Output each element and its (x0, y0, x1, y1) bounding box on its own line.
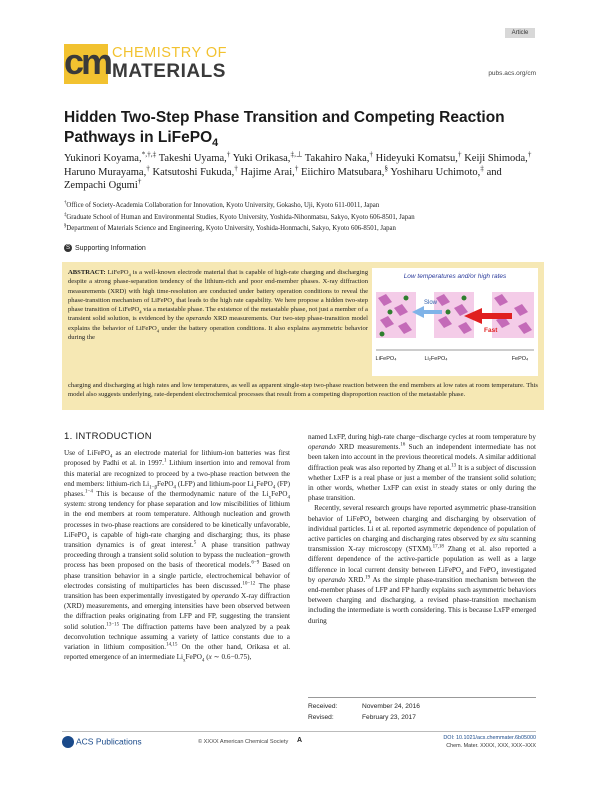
journal-logo-line1: CHEMISTRY OF (112, 45, 228, 61)
article-dates (308, 697, 536, 723)
toc-top-label: Low temperatures and/or high rates (403, 273, 507, 280)
affiliation-3: §Department of Materials Science and Engineering, Kyoto University, Yoshida-Honmachi, Sakyo, Kyoto 606-8501, Japan (64, 223, 396, 232)
acs-badge-icon (62, 736, 74, 748)
acs-publications-logo[interactable] (62, 736, 142, 748)
revised-date-row (308, 712, 536, 723)
doi-block (443, 735, 536, 750)
received-date-row (308, 701, 536, 712)
intro-paragraph-2: named LxFP, during high-rate charge−discharge cycles at room temperature by operando XRD measurements.$^{16}$ Such an independent intermediate has not been taken into account in the previous theoretical models. A similar additional diffraction peak was also reported by Zhang et al.$^{13}$ It is a subject of discussion whether LxFP is a real phase or just a member of the transient solid solution; in other words, whether LxFP can exist in steady states or only during the phase transition. Recently, several research groups have reported asymmetric phase-transition behavior of LiFePO$_4$ between charging and discharging by observation of individual particles. Li et al. reported asymmetric dependence of population of active particles on charging and discharging rates observed by ex situ scanning transmission X-ray microscopy (STXM).$^{17,18}$ Zhang et al. also reported a different dependence of the active-particle population as well as a large difference in local current density between LiFePO$_4$ and FePO$_4$ investigated by operando XRD.$^{19}$ As the simple phase-transition mechanism between the end-member phases of LFP and FP hardly explains such asymmetric behaviors between charging and discharging, a revised phase-transition mechanism including the intermediate is worth considering. This is because LxFP emerged during (308, 433, 537, 625)
toc-graphic-svg (372, 268, 538, 376)
paper-title-subscript: 4 (212, 137, 219, 150)
supporting-info-label: Supporting Information (75, 244, 146, 252)
affiliations (64, 200, 534, 235)
toc-fast-label: Fast (484, 327, 498, 334)
acs-publications-label: ACS Publications (76, 736, 142, 747)
journal-logo-cm: cm (64, 41, 111, 82)
toc-graphic (372, 268, 538, 376)
section-heading-introduction: 1. INTRODUCTION (64, 431, 152, 442)
body-column-left (64, 432, 290, 662)
received-label: Received: (308, 703, 338, 710)
journal-citation: Chem. Mater. XXXX, XXX, XXX−XXX (446, 742, 536, 749)
affiliation-2: ‡Graduate School of Human and Environmental Studies, Kyoto University, Yoshida-Nihonmatsu, Sakyo, Kyoto 606-8501, Japan (64, 212, 415, 221)
toc-xlabel-3: FePO₄ (511, 356, 529, 362)
paper-title (64, 108, 534, 148)
journal-logo-line2: MATERIALS (112, 61, 226, 82)
article-type-tag: Article (505, 28, 535, 38)
body-column-right (308, 432, 536, 626)
copyright-notice: © XXXX American Chemical Society (198, 739, 289, 745)
abstract-text-part2: charging and discharging at high rates and low temperatures, as well as apparent single-step two-phase reaction between the end members at low rates at room temperature. This model also suggests underlying, rate-dependent electrochemical processes that result from a competing disproportion reaction of the metastable phase. (68, 382, 538, 399)
toc-slow-label: Slow (424, 300, 438, 306)
intro-paragraph-1: Use of LiFePO$_4$ as an electrode material for lithium-ion batteries was first proposed by Padhi et al. in 1997.$^1$ Lithium insertion into and removal from this material are recognized to proceed by a two-phase reaction between the end members: lithium-rich $Li_{1-\beta}FePO_4$ (LFP) and lithium-poor $Li_\alpha FePO_4$ (FP) phases.$^{1-4}$ This is because of the thermodynamic nature of the $Li_xFePO_4$ system: strong tendency for phase separation and low miscibilities of lithium in the end members at room temperature. Although nucleation and growth processes in two-phase reactions are considered to be kinetically unfavorable, LiFePO$_4$ is capable of high-rate charging and discharging; thus, its phase transition dynamics is of great interest.$^5$ A phase transition pathway proceeding through a transient solid solution to bypass the nucleation−growth process has been proposed on the basis of theoretical models.$^{6-9}$ Based on phase transition behavior in a single particle, electrochemical behavior of electrodes consisting of multiparticles has been discussed.$^{10-12}$ The phase transition has been experimentally investigated by operando X-ray diffraction (XRD) measurements, and emerging intensities have been observed between the diffraction peaks originating from LFP and FP, suggesting the transient solid solution.$^{13-15}$ The diffraction patterns have been analyzed by a peak deconvolution technique assuming a variety of lattice constants due to a variation in lithium composition.$^{14,15}$ On the other hand, Orikasa et al. reported emergence of an intermediate $Li_xFePO_4$ (x ∼ 0.6−0.75), (64, 449, 290, 664)
journal-url-link[interactable]: pubs.acs.org/cm (488, 70, 536, 77)
supporting-info-icon: S (65, 245, 70, 251)
page-number: A (297, 737, 303, 744)
revised-label: Revised: (308, 714, 334, 721)
toc-xlabel-1: LiFePO₄ (375, 356, 397, 362)
abstract-text-part1 (68, 268, 368, 342)
abstract-label: ABSTRACT: (68, 269, 106, 276)
toc-xlabel-2: Li₂FePO₄ (424, 356, 448, 362)
affiliation-1: †Office of Society-Academia Collaboration for Innovation, Kyoto University, Gokasho, Uji, Kyoto 611-0011, Japan (64, 200, 380, 209)
paper-title-main: Hidden Two-Step Phase Transition and Competing Reaction Pathways in LiFePO (64, 109, 505, 146)
abstract-body-1: LiFePO$_4$ is a well-known electrode material that is capable of high-rate charging and discharging despite a strong phase-separation tendency of the lithium-rich and poor end-member phases. X-ray diffraction measurements (XRD) with high time-resolution are conducted under battery operation conditions to reveal the phase-transition mechanism of LiFePO$_4$ that leads to the high rate capability. We here propose a hidden two-step phase transition of LiFePO$_4$ via a metastable phase. The existence of the metastable phase, not just a member of a transient solid solution, is evidenced by the operando XRD measurements. Our two-step phase-transition model explains the behavior of LiFePO$_4$ under the battery operation conditions. It also explains asymmetric behavior during the (68, 269, 368, 342)
doi-link[interactable]: DOI: 10.1021/acs.chemmater.6b05000 (443, 735, 536, 741)
footer-divider (62, 731, 536, 732)
toc-crystal-left (376, 292, 416, 338)
revised-date: February 23, 2017 (362, 714, 416, 721)
supporting-info-link[interactable] (64, 244, 146, 252)
received-date: November 24, 2016 (362, 703, 420, 710)
author-list: Yukinori Koyama,*,†,‡ Takeshi Uyama,† Yuki Orikasa,‡,⊥ Takahiro Naka,† Hideyuki Komatsu,† Keiji Shimoda,† Haruno Murayama,† Katsutoshi Fukuda,† Hajime Arai,† Eiichiro Matsubara,§ Yoshiharu Uchimoto,‡ and Zempachi Ogumi† (64, 149, 532, 191)
